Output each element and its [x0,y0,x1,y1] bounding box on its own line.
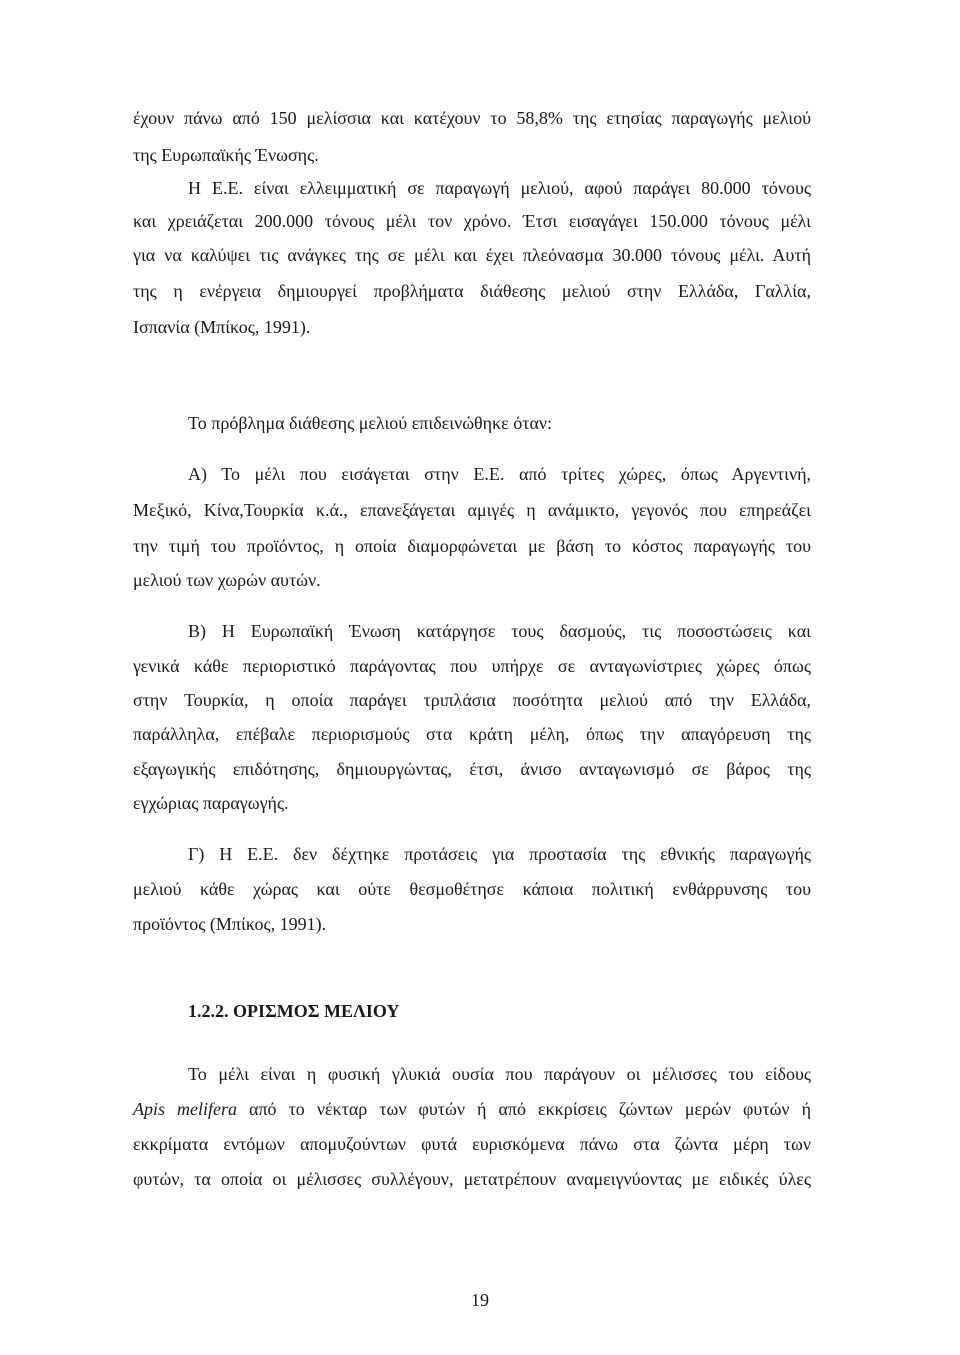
text-line: και χρειάζεται 200.000 τόνους μέλι τον χρόνο. Έτσι εισαγάγει 150.000 τόνους μέλι [133,211,811,231]
text-line: Γ) Η Ε.Ε. δεν δέχτηκε προτάσεις για προστασία της εθνικής παραγωγής [188,844,811,864]
species-name: Apis melifera [133,1099,238,1119]
text-line: Μεξικό, Κίνα,Τουρκία κ.ά., επανεξάγεται αμιγές η ανάμικτο, γεγονός που επηρεάζει [133,500,811,520]
page-number: 19 [471,1290,489,1310]
text-line: Το μέλι είναι η φυσική γλυκιά ουσία που παράγουν οι μέλισσες του είδους [188,1064,811,1084]
text-line: μελιού κάθε χώρας και ούτε θεσμοθέτησε κάποια πολιτική ενθάρρυνσης του [133,879,811,899]
text-line: Β) Η Ευρωπαϊκή Ένωση κατάργησε τους δασμούς, τις ποσοστώσεις και [188,621,811,641]
text-line: της η ενέργεια δημιουργεί προβλήματα διάθεσης μελιού στην Ελλάδα, Γαλλία, [133,281,811,301]
text-line: έχουν πάνω από 150 μελίσσια και κατέχουν το 58,8% της ετησίας παραγωγής μελιού [133,108,811,128]
text-line: εξαγωγικής επιδότησης, δημιουργώντας, έτσι, άνισο ανταγωνισμό σε βάρος της [133,759,811,779]
section-heading: 1.2.2. ΟΡΙΣΜΟΣ ΜΕΛΙΟΥ [188,1001,400,1021]
text-line: προϊόντος (Μπίκος, 1991). [133,914,327,934]
text-line: για να καλύψει τις ανάγκες της σε μέλι και έχει πλεόνασμα 30.000 τόνους μέλι. Αυτή [133,245,811,265]
text-line [133,1098,811,1120]
text-line: φυτών, τα οποία οι μέλισσες συλλέγουν, μετατρέπουν αναμειγνύοντας με ειδικές ύλες [133,1169,811,1189]
text-line: στην Τουρκία, η οποία παράγει τριπλάσια ποσότητα μελιού από την Ελλάδα, [133,690,811,710]
text-line: εκκρίματα εντόμων απομυζούντων φυτά ευρισκόμενα πάνω στα ζώντα μέρη των [133,1134,811,1154]
text-line: μελιού των χωρών αυτών. [133,570,321,590]
text-line: Α) Το μέλι που εισάγεται στην Ε.Ε. από τρίτες χώρες, όπως Αργεντινή, [188,464,811,484]
text-fragment: από το νέκταρ των φυτών ή από εκκρίσεις ζώντων μερών φυτών ή [237,1099,811,1119]
text-line: παράλληλα, επέβαλε περιορισμούς στα κράτη μέλη, όπως την απαγόρευση της [133,724,811,744]
text-line: της Ευρωπαϊκής Ένωσης. [133,145,319,165]
text-line: την τιμή του προϊόντος, η οποία διαμορφώνεται με βάση το κόστος παραγωγής του [133,536,811,556]
text-line: Το πρόβλημα διάθεσης μελιού επιδεινώθηκε όταν: [188,413,553,433]
text-line: Ισπανία (Μπίκος, 1991). [133,317,311,337]
text-line: Η Ε.Ε. είναι ελλειμματική σε παραγωγή μελιού, αφού παράγει 80.000 τόνους [188,178,811,198]
text-line: εγχώριας παραγωγής. [133,793,289,813]
text-line: γενικά κάθε περιοριστικό παράγοντας που υπήρχε σε ανταγωνίστριες χώρες όπως [133,656,811,676]
